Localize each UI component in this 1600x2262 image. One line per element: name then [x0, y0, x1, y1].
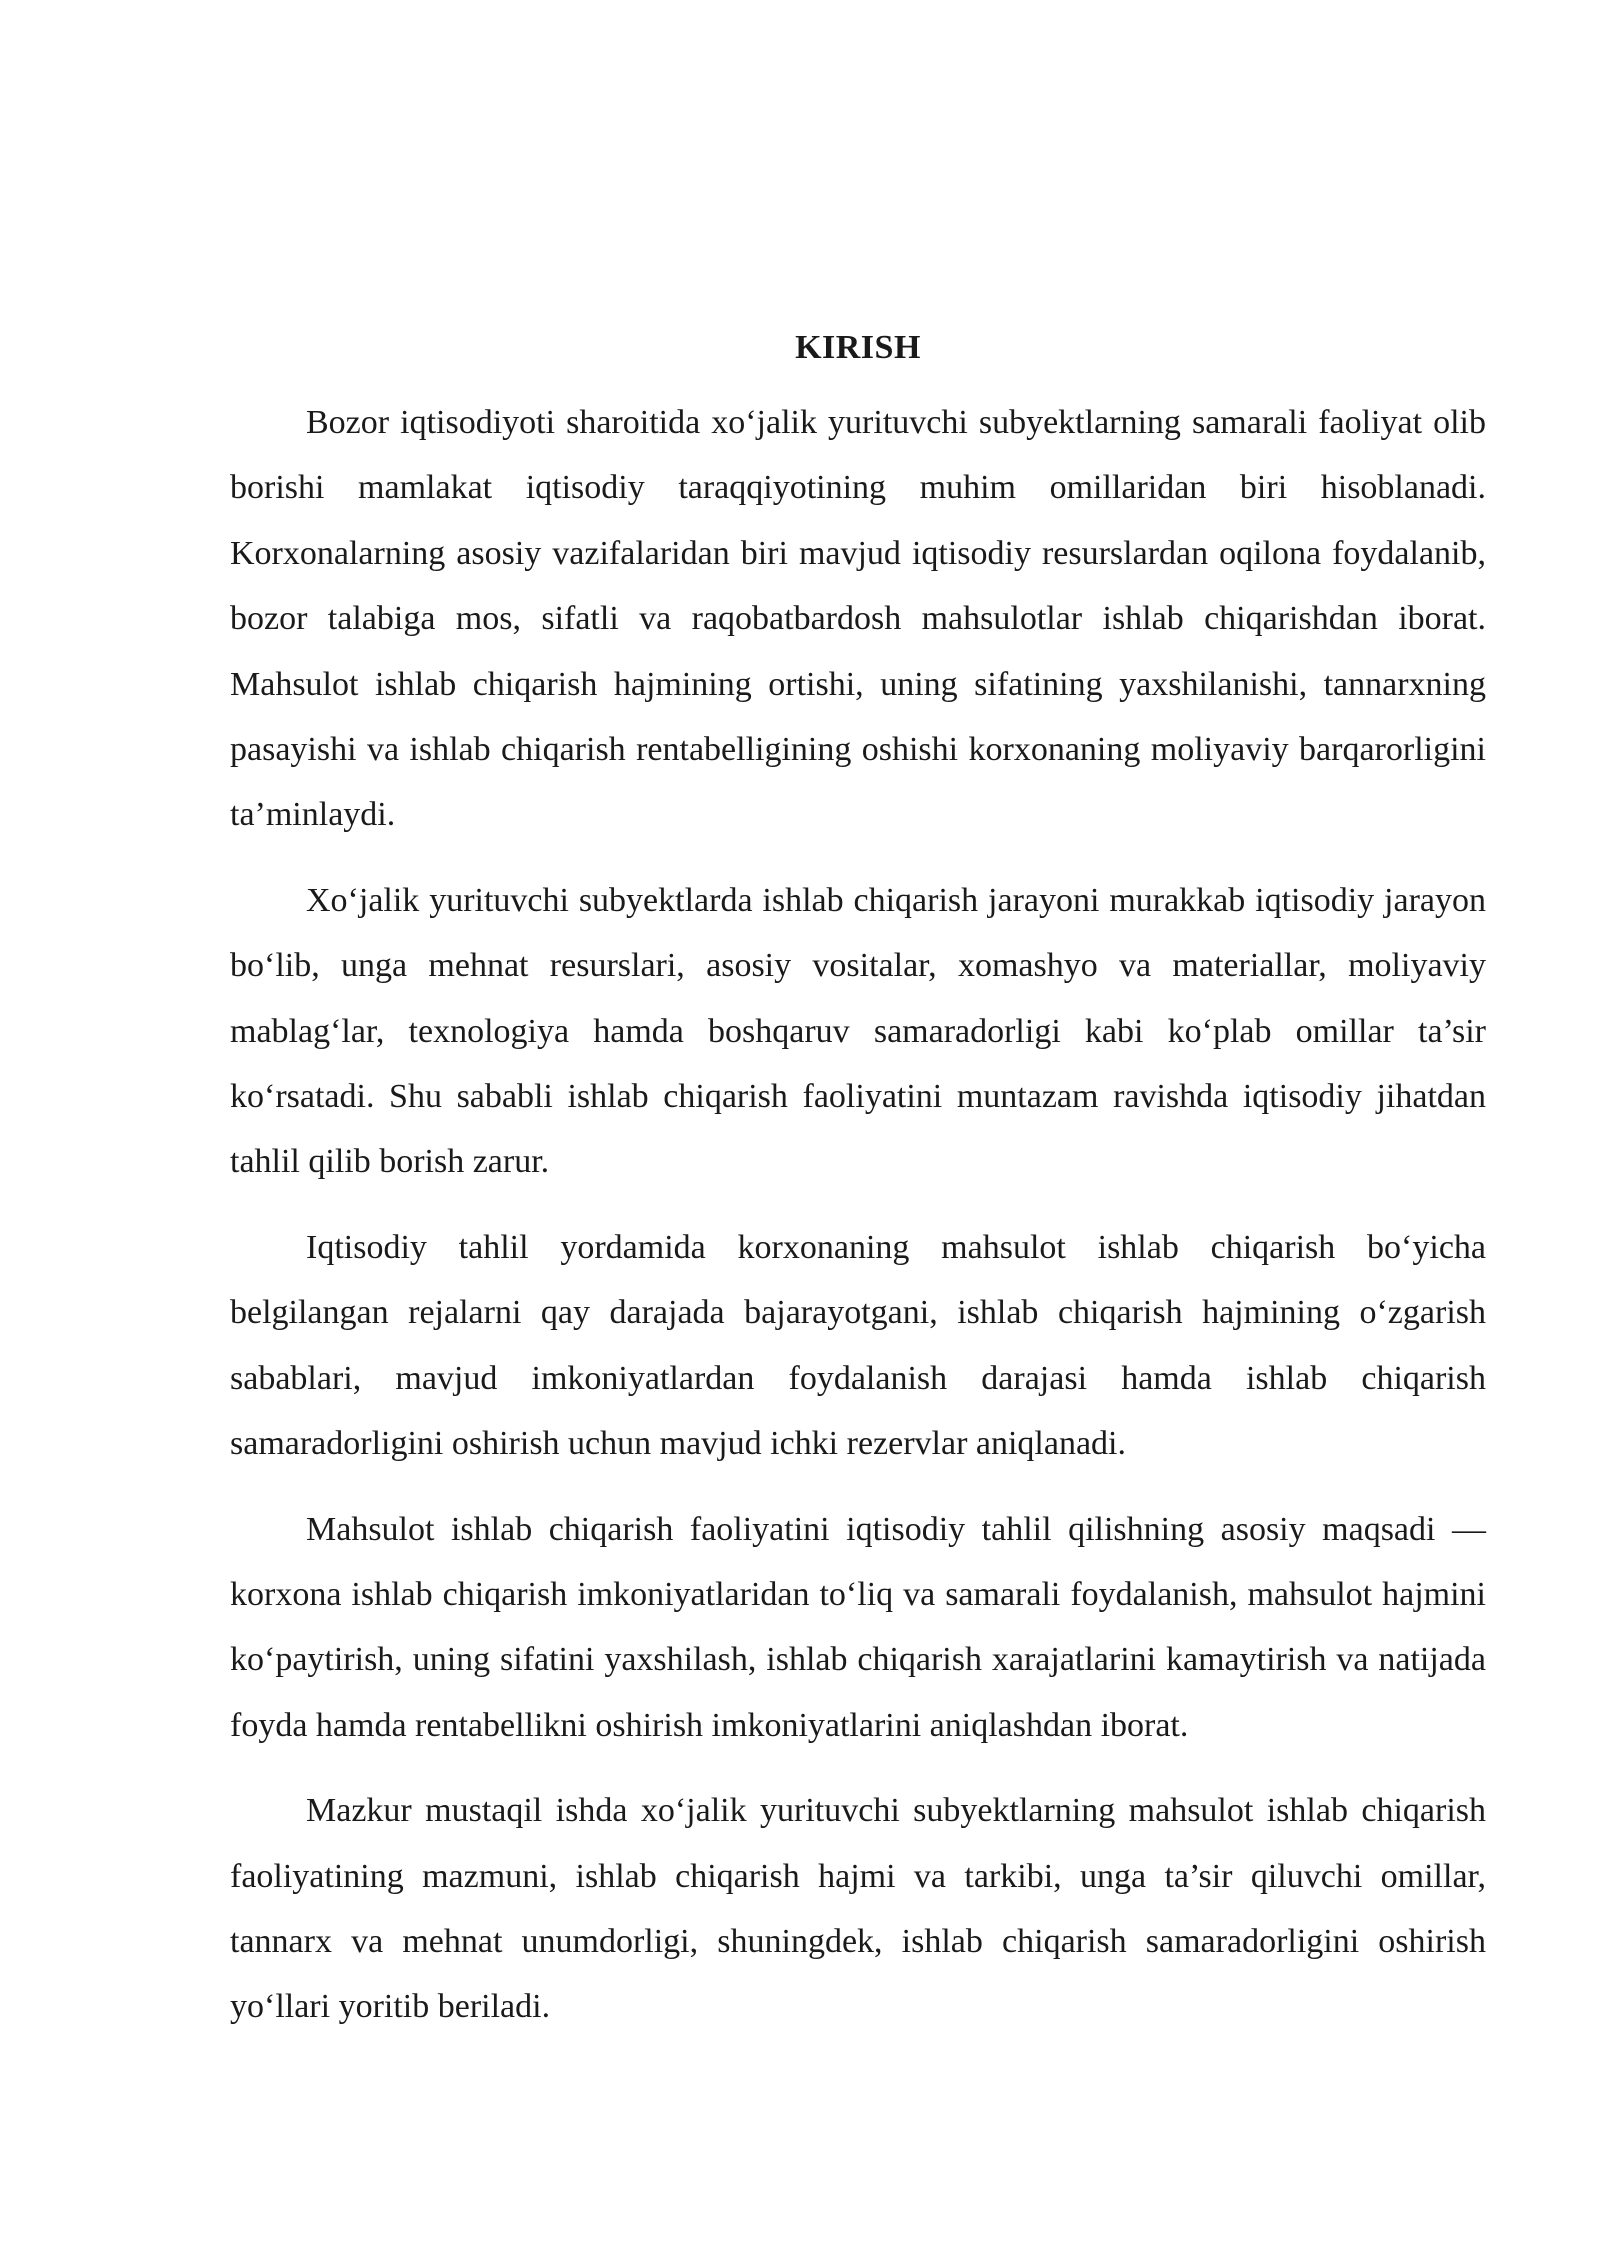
- paragraph-4: Mahsulot ishlab chiqarish faoliyatini iqtisodiy tahlil qilishning asosiy maqsadi — korxona ishlab chiqarish imkoniyatlaridan to‘liq va samarali foydalanish, mahsulot hajmini ko‘paytirish, uning sifatini yaxshilash, ishlab chiqarish xarajatlarini kamaytirish va natijada foyda hamda rentabellikni oshirish imkoniyatlarini aniqlashdan iborat.: [230, 1510, 1486, 1744]
- paragraph-1: Bozor iqtisodiyoti sharoitida xo‘jalik yurituvchi subyektlarning samarali faoliyat olib borishi mamlakat iqtisodiy taraqqiyotining muhim omillaridan biri hisoblanadi. Korxonalarning asosiy vazifalaridan biri mavjud iqtisodiy resurslardan oqilona foydalanib, bozor talabiga mos, sifatli va raqobatbardosh mahsulotlar ishlab chiqarishdan iborat. Mahsulot ishlab chiqarish hajmining ortishi, uning sifatining yaxshilanishi, tannarxning pasayishi va ishlab chiqarish rentabelligining oshishi korxonaning moliyaviy barqarorligini ta’minlaydi.: [230, 404, 1486, 834]
- paragraph-3: Iqtisodiy tahlil yordamida korxonaning mahsulot ishlab chiqarish bo‘yicha belgilangan rejalarni qay darajada bajarayotgani, ishlab chiqarish hajmining o‘zgarish sabablari, mavjud imkoniyatlardan foydalanish darajasi hamda ishlab chiqarish samaradorligini oshirish uchun mavjud ichki rezervlar aniqlanadi.: [230, 1228, 1486, 1463]
- paragraph-2: Xo‘jalik yurituvchi subyektlarda ishlab chiqarish jarayoni murakkab iqtisodiy jarayon bo‘lib, unga mehnat resurslari, asosiy vositalar, xomashyo va materiallar, moliyaviy mablag‘lar, texnologiya hamda boshqaruv samaradorligi kabi ko‘plab omillar ta’sir ko‘rsatadi. Shu sababli ishlab chiqarish faoliyatini muntazam ravishda iqtisodiy jihatdan tahlil qilib borish zarur.: [230, 881, 1486, 1181]
- paragraph-5: Mazkur mustaqil ishda xo‘jalik yurituvchi subyektlarning mahsulot ishlab chiqarish faoliyatining mazmuni, ishlab chiqarish hajmi va tarkibi, unga ta’sir qiluvchi omillar, tannarx va mehnat unumdorligi, shuningdek, ishlab chiqarish samaradorligini oshirish yo‘llari yoritib beriladi.: [230, 1792, 1486, 2026]
- page-title: KIRISH: [795, 329, 921, 366]
- document-body: [230, 326, 1486, 2040]
